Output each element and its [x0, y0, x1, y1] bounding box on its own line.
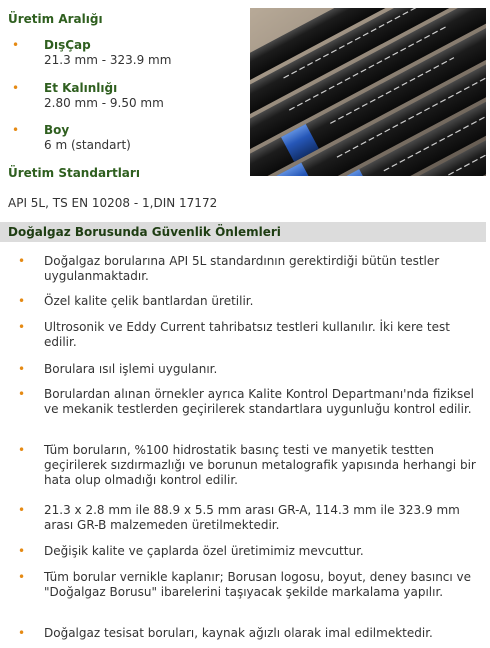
bullet-icon: •: [12, 81, 20, 95]
safety-title: Doğalgaz Borusunda Güvenlik Önlemleri: [8, 225, 281, 239]
spec-value: 6 m (standart): [44, 138, 131, 152]
bullet-icon: •: [18, 570, 26, 584]
standards-text: API 5L, TS EN 10208 - 1,DIN 17172: [8, 196, 218, 210]
list-item-text: Doğalgaz borularına API 5L standardının gerektirdiği bütün testler uygulanmaktadır.: [44, 254, 440, 283]
list-item-text: Özel kalite çelik bantlardan üretilir.: [44, 294, 254, 308]
bullet-icon: •: [18, 294, 26, 308]
list-item-text: Borulardan alınan örnekler ayrıca Kalite Kontrol Departmanı'nda fiziksel ve mekanik testlerden geçirilerek standartlara uygunluğu kontrol edilir.: [44, 387, 474, 416]
safety-section-header: [0, 222, 486, 242]
bullet-icon: •: [18, 443, 26, 457]
list-item-text: Borulara ısıl işlemi uygulanır.: [44, 362, 218, 376]
list-item-text: Tüm borular vernikle kaplanır; Borusan logosu, boyut, deney basıncı ve "Doğalgaz Borusu" ibarelerini taşıyacak şekilde markalama yapılır.: [44, 570, 472, 599]
spec-label: Boy: [44, 123, 70, 137]
list-item-text: 21.3 x 2.8 mm ile 88.9 x 5.5 mm arası GR-A, 114.3 mm ile 323.9 mm arası GR-B malzemeden üretilmektedir.: [44, 503, 460, 532]
product-info: [0, 0, 490, 214]
bullet-icon: •: [18, 254, 26, 268]
standards-title: Üretim Standartları: [8, 166, 140, 180]
spec-label: DışÇap: [44, 38, 91, 52]
list-item-text: Ultrosonik ve Eddy Current tahribatsız testleri kullanılır. İki kere test edilir.: [44, 320, 450, 349]
bullet-icon: •: [18, 387, 26, 401]
spec-label: Et Kalınlığı: [44, 81, 118, 95]
bullet-icon: •: [12, 123, 20, 137]
production-range-title: Üretim Aralığı: [8, 12, 103, 26]
pipes-photo: [250, 8, 486, 176]
bullet-icon: •: [18, 320, 26, 334]
bullet-icon: •: [18, 362, 26, 376]
list-item-text: Tüm boruların, %100 hidrostatik basınç testi ve manyetik testten geçirilerek sızdırmazlığı ve borunun metalografik yapısında herhangi bir hata olup olmadığı kontrol edilir.: [44, 443, 476, 487]
bullet-icon: •: [12, 38, 20, 52]
pipes-image: [250, 8, 486, 176]
spec-value: 21.3 mm - 323.9 mm: [44, 53, 172, 67]
spec-value: 2.80 mm - 9.50 mm: [44, 96, 164, 110]
bullet-icon: •: [18, 626, 26, 640]
list-item-text: Doğalgaz tesisat boruları, kaynak ağızlı olarak imal edilmektedir.: [44, 626, 433, 640]
bullet-icon: •: [18, 503, 26, 517]
list-item-text: Değişik kalite ve çaplarda özel üretimimiz mevcuttur.: [44, 544, 364, 558]
bullet-icon: •: [18, 544, 26, 558]
